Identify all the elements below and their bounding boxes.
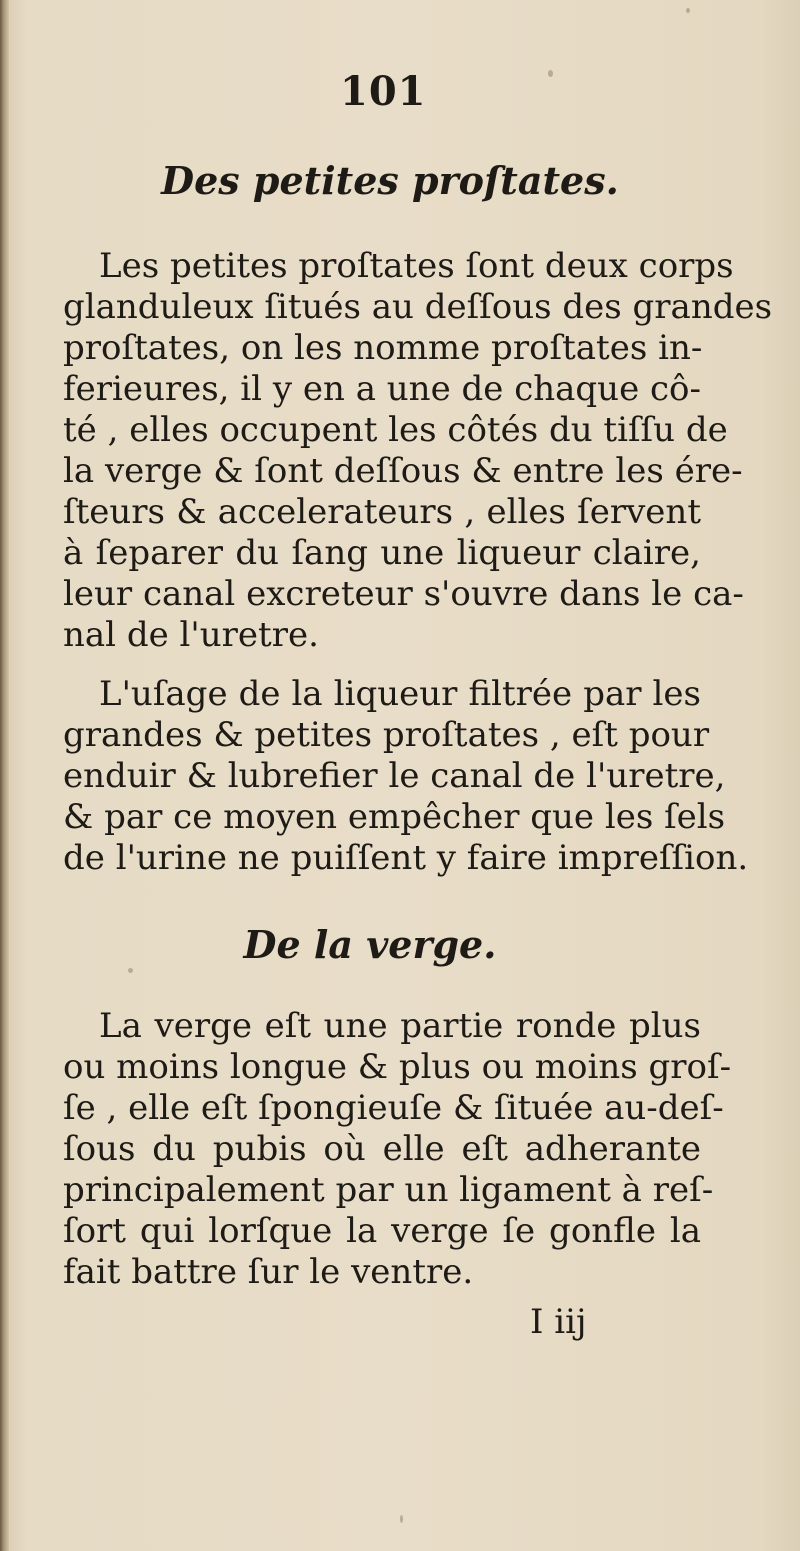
text-line: à ſeparer du ſang une liqueur claire, [63,533,701,573]
text-line: grandes & petites proſtates , eſt pour [63,715,710,755]
page-number: 101 [340,68,427,115]
text-line: enduir & lubrefier le canal de l'uretre, [63,756,726,796]
section-heading-petites-prostates: Des petites proſtates. [161,158,619,203]
text-line: té , elles occupent les côtés du tiſſu de [63,410,728,450]
paragraph-petites-prostates [63,246,773,656]
text-line: La verge eſt une partie ronde plus [99,1006,701,1046]
section-heading-verge: De la verge. [243,922,497,967]
paragraph-verge [63,1006,732,1293]
text-line: nal de l'uretre. [63,615,319,655]
paragraph-usage-liqueur [63,674,749,879]
text-line: leur canal excreteur s'ouvre dans le ca- [63,574,744,614]
text-line: la verge & ſont deſſous & entre les ére- [63,451,743,491]
text-line: ou moins longue & plus ou moins groſ- [63,1047,732,1087]
text-line: ſe , elle eſt ſpongieuſe & ſituée au-deſ- [63,1088,724,1128]
text-line: Les petites proſtates ſont deux corps [99,246,734,286]
text-line: ſteurs & accelerateurs , elles ſervent [63,492,701,532]
text-line: ſort qui lorſque la verge ſe gonfle la [63,1211,701,1251]
text-line: principalement par un ligament à reſ- [63,1170,714,1210]
page-gutter [0,0,9,1551]
text-line: de l'urine ne puiſſent y faire impreſſion. [63,838,749,878]
text-line: & par ce moyen empêcher que les ſels [63,797,726,837]
text-line: ferieures, il y en a une de chaque cô- [63,369,701,409]
signature-mark: I iij [530,1302,587,1342]
text-line: ſous du pubis où elle eſt adherante [63,1129,701,1169]
text-line: proſtates, on les nomme proſtates in- [63,328,703,368]
text-line: fait battre ſur le ventre. [63,1252,474,1292]
text-line: glanduleux ſitués au deſſous des grandes [63,287,773,327]
text-line: L'uſage de la liqueur filtrée par les [99,674,701,714]
